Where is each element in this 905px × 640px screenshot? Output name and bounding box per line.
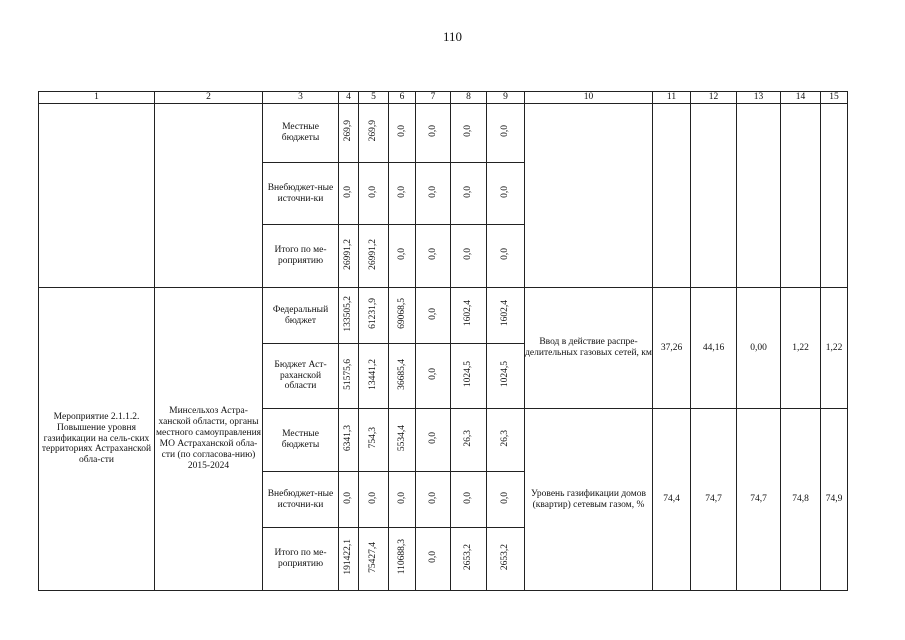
indicator-value: 0,00 (737, 288, 781, 409)
value-cell: 0,0 (487, 225, 525, 288)
indicator-value: 37,26 (653, 288, 691, 409)
indicator-value: 1,22 (781, 288, 821, 409)
value-cell: 51575,6 (339, 344, 359, 409)
value-cell: 36685,4 (389, 344, 416, 409)
value-cell: 191422,1 (339, 528, 359, 591)
table-row (39, 104, 848, 163)
value-cell: 2653,2 (451, 528, 487, 591)
column-header: 6 (389, 92, 416, 104)
value-cell: 2653,2 (487, 528, 525, 591)
funding-source: Внебюджет-ные источни-ки (263, 163, 339, 225)
column-header: 3 (263, 92, 339, 104)
program-table (38, 91, 848, 591)
value-cell: 269,9 (339, 104, 359, 163)
value-cell: 0,0 (359, 163, 389, 225)
value-cell: 133505,2 (339, 288, 359, 344)
value-cell: 1602,4 (487, 288, 525, 344)
column-header: 11 (653, 92, 691, 104)
value-cell: 0,0 (416, 104, 451, 163)
column-header: 14 (781, 92, 821, 104)
indicator-value-empty (781, 104, 821, 288)
indicator-value: 74,9 (821, 409, 848, 591)
value-cell: 110688,3 (389, 528, 416, 591)
value-cell: 5534,4 (389, 409, 416, 472)
value-cell: 0,0 (451, 104, 487, 163)
indicator-value: 74,4 (653, 409, 691, 591)
indicator-value-empty (737, 104, 781, 288)
funding-source: Местные бюджеты (263, 409, 339, 472)
value-cell: 26991,2 (339, 225, 359, 288)
column-header: 12 (691, 92, 737, 104)
value-cell: 26,3 (451, 409, 487, 472)
indicator-value: 74,7 (691, 409, 737, 591)
indicator-value: 1,22 (821, 288, 848, 409)
column-header: 15 (821, 92, 848, 104)
value-cell: 0,0 (416, 409, 451, 472)
value-cell: 0,0 (389, 472, 416, 528)
value-cell: 0,0 (416, 163, 451, 225)
value-cell: 75427,4 (359, 528, 389, 591)
value-cell: 1602,4 (451, 288, 487, 344)
indicator-value-empty (691, 104, 737, 288)
value-cell: 1024,5 (487, 344, 525, 409)
indicator-value: 44,16 (691, 288, 737, 409)
value-cell: 61231,9 (359, 288, 389, 344)
column-header: 9 (487, 92, 525, 104)
column-header: 1 (39, 92, 155, 104)
header-row (39, 92, 848, 104)
value-cell: 0,0 (451, 163, 487, 225)
column-header: 4 (339, 92, 359, 104)
value-cell: 26,3 (487, 409, 525, 472)
measure-cell-empty (39, 104, 155, 288)
value-cell: 0,0 (416, 288, 451, 344)
value-cell: 69068,5 (389, 288, 416, 344)
indicator-value: 74,7 (737, 409, 781, 591)
executor-description: Минсельхоз Астра-ханской области, органы местного самоуправления МО Астраханской обла-сти (по согласова-нию) 2015-2024 (155, 288, 263, 591)
value-cell: 6341,3 (339, 409, 359, 472)
value-cell: 0,0 (359, 472, 389, 528)
funding-source: Федеральный бюджет (263, 288, 339, 344)
value-cell: 0,0 (339, 163, 359, 225)
value-cell: 0,0 (389, 225, 416, 288)
column-header: 7 (416, 92, 451, 104)
page-number: 110 (442, 29, 463, 44)
indicator-name: Уровень газификации домов (квартир) сетевым газом, % (525, 409, 653, 591)
value-cell: 0,0 (487, 104, 525, 163)
funding-source: Итого по ме-роприятию (263, 528, 339, 591)
funding-source: Итого по ме-роприятию (263, 225, 339, 288)
value-cell: 0,0 (389, 104, 416, 163)
indicator-value-empty (821, 104, 848, 288)
value-cell: 754,3 (359, 409, 389, 472)
value-cell: 0,0 (416, 225, 451, 288)
value-cell: 26991,2 (359, 225, 389, 288)
measure-description: Мероприятие 2.1.1.2. Повышение уровня газификации на сель-ских территориях Астраханской обла-сти (39, 288, 155, 591)
indicator-cell-empty (525, 104, 653, 288)
column-header: 2 (155, 92, 263, 104)
funding-source: Бюджет Аст-раханской области (263, 344, 339, 409)
table-row (39, 288, 848, 344)
value-cell: 13441,2 (359, 344, 389, 409)
value-cell: 269,9 (359, 104, 389, 163)
column-header: 10 (525, 92, 653, 104)
value-cell: 0,0 (339, 472, 359, 528)
value-cell: 0,0 (451, 225, 487, 288)
executor-cell-empty (155, 104, 263, 288)
value-cell: 0,0 (487, 163, 525, 225)
value-cell: 1024,5 (451, 344, 487, 409)
column-header: 13 (737, 92, 781, 104)
value-cell: 0,0 (416, 472, 451, 528)
value-cell: 0,0 (451, 472, 487, 528)
column-header: 5 (359, 92, 389, 104)
value-cell: 0,0 (416, 344, 451, 409)
column-header: 8 (451, 92, 487, 104)
indicator-value-empty (653, 104, 691, 288)
funding-source: Местные бюджеты (263, 104, 339, 163)
funding-source: Внебюджет-ные источни-ки (263, 472, 339, 528)
value-cell: 0,0 (389, 163, 416, 225)
indicator-value: 74,8 (781, 409, 821, 591)
value-cell: 0,0 (416, 528, 451, 591)
value-cell: 0,0 (487, 472, 525, 528)
indicator-name: Ввод в действие распре-делительных газовых сетей, км (525, 288, 653, 409)
